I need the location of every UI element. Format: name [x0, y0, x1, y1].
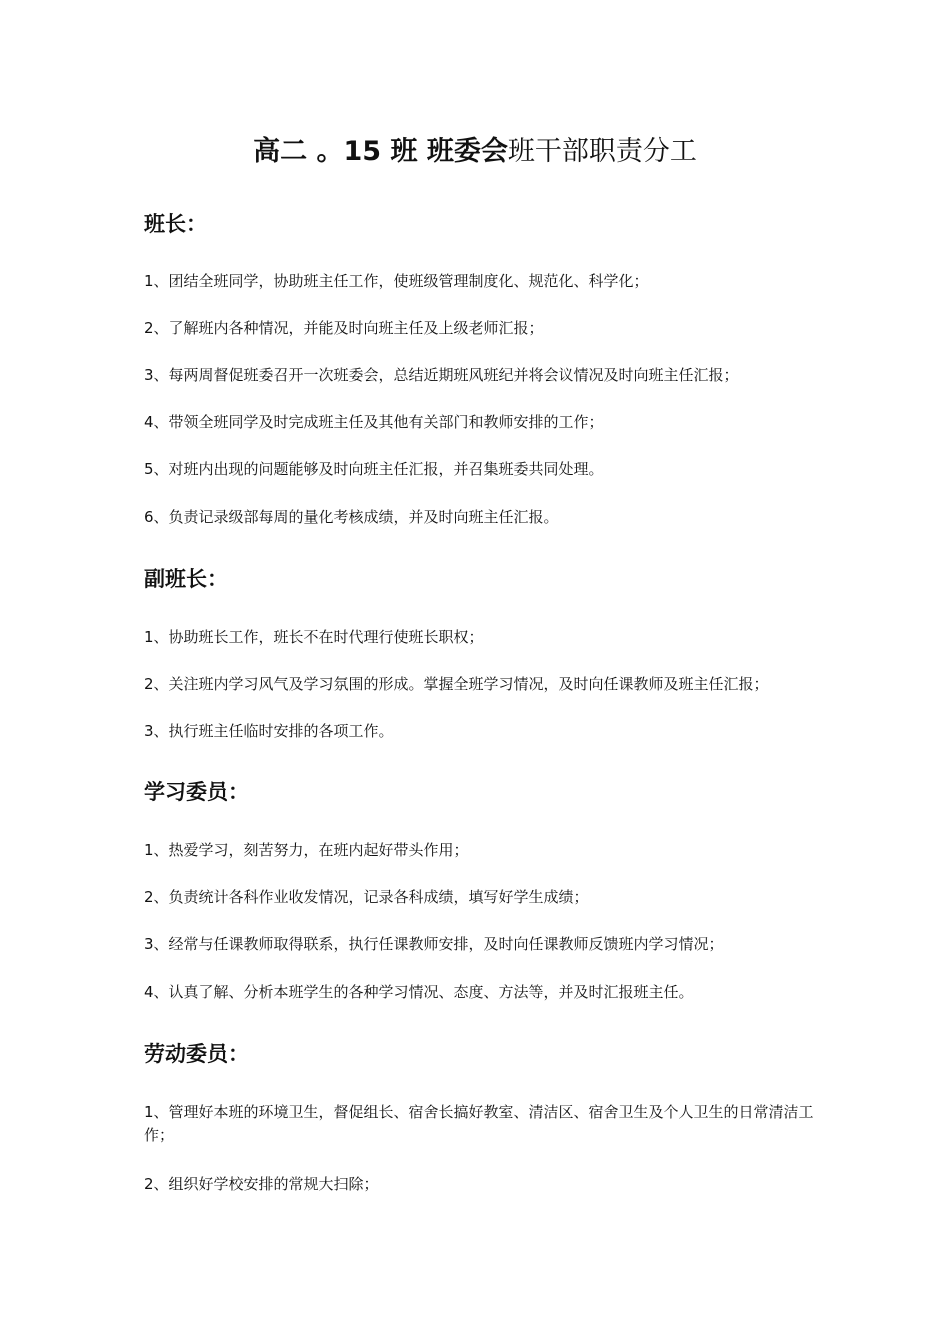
list-item: 1、热爱学习，刻苦努力，在班内起好带头作用； [144, 841, 469, 859]
section-heading-vice-monitor: 副班长： [144, 567, 228, 591]
section-heading-labor-committee: 劳动委员： [144, 1042, 249, 1066]
list-item: 1、团结全班同学，协助班主任工作，使班级管理制度化、规范化、科学化； [144, 272, 649, 290]
section-heading-monitor: 班长： [144, 212, 207, 236]
title-light-part: 班干部职责分工 [507, 136, 697, 167]
list-item: 2、了解班内各种情况，并能及时向班主任及上级老师汇报； [144, 319, 544, 337]
list-item: 2、组织好学校安排的常规大扫除； [144, 1175, 379, 1193]
section-heading-study-committee: 学习委员： [144, 780, 249, 804]
list-item: 1、管理好本班的环境卫生，督促组长、宿舍长搞好教室、清洁区、宿舍卫生及个人卫生的日常清洁工作； [144, 1103, 814, 1144]
list-item: 2、负责统计各科作业收发情况，记录各科成绩，填写好学生成绩； [144, 888, 589, 906]
list-item: 4、认真了解、分析本班学生的各种学习情况、态度、方法等，并及时汇报班主任。 [144, 983, 694, 1001]
list-item: 3、执行班主任临时安排的各项工作。 [144, 722, 394, 740]
list-item: 6、负责记录级部每周的量化考核成绩，并及时向班主任汇报。 [144, 508, 559, 526]
list-item: 4、带领全班同学及时完成班主任及其他有关部门和教师安排的工作； [144, 413, 604, 431]
list-item: 5、对班内出现的问题能够及时向班主任汇报，并召集班委共同处理。 [144, 460, 604, 478]
page-title [0, 132, 950, 172]
list-item: 1、协助班长工作，班长不在时代理行使班长职权； [144, 628, 484, 646]
title-bold-part: 高二 。15 班 班委会 [253, 136, 508, 167]
list-item: 2、关注班内学习风气及学习氛围的形成。掌握全班学习情况，及时向任课教师及班主任汇报； [144, 675, 769, 693]
list-item: 3、每两周督促班委召开一次班委会，总结近期班风班纪并将会议情况及时向班主任汇报； [144, 366, 739, 384]
list-item: 3、经常与任课教师取得联系，执行任课教师安排，及时向任课教师反馈班内学习情况； [144, 935, 724, 953]
